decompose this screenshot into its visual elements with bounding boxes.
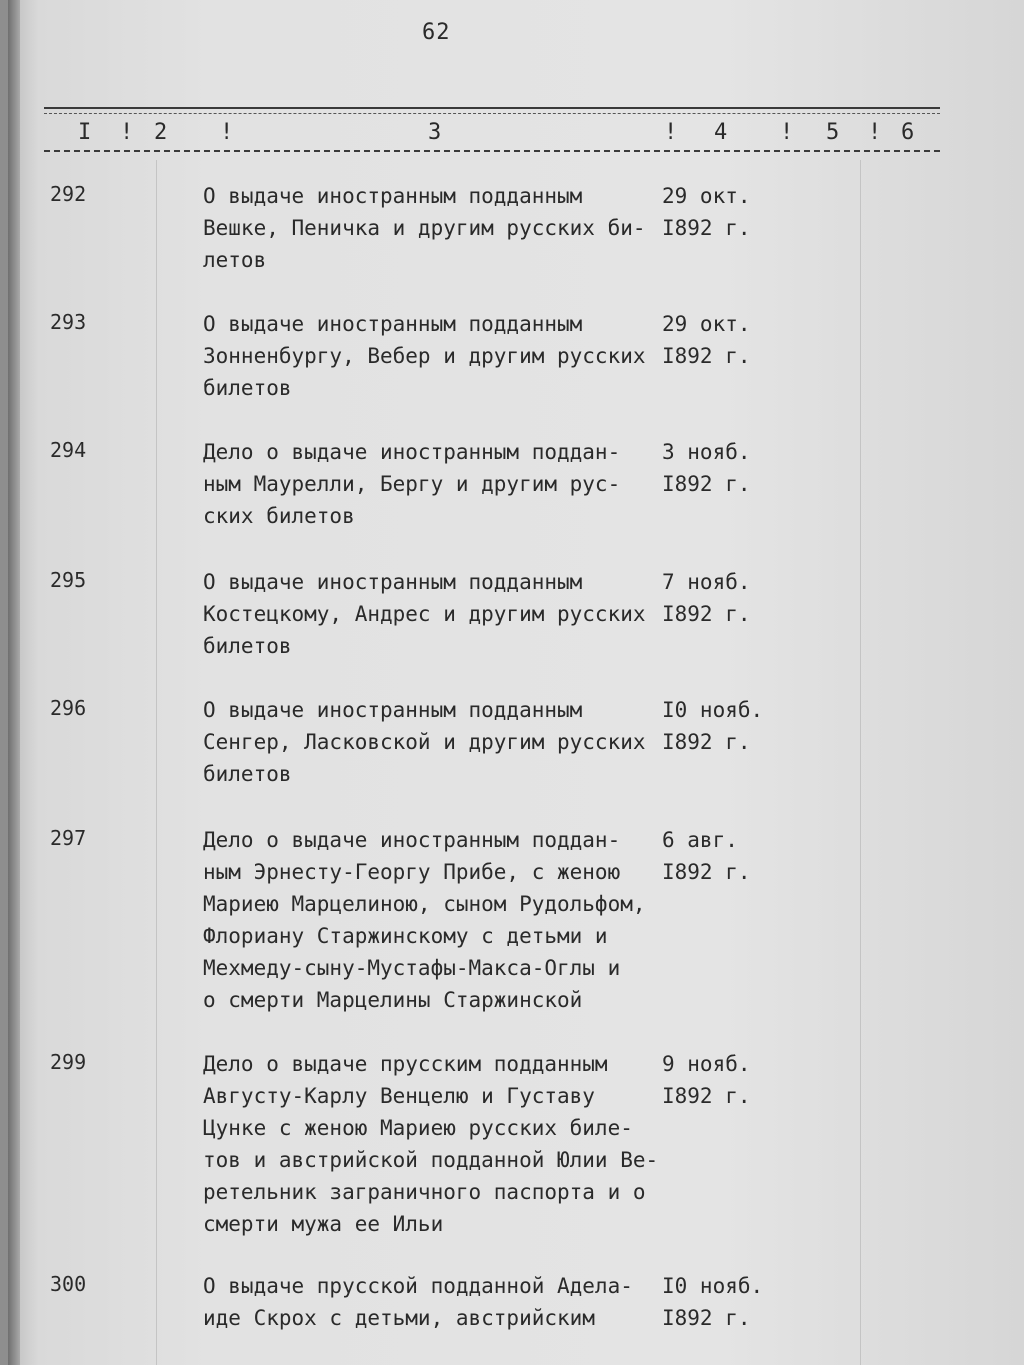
table-header-bottom-rule [44, 150, 940, 152]
column-header-1: I [78, 120, 92, 145]
record-number: 299 [50, 1050, 87, 1074]
record-date: 29 окт. I892 г. [662, 312, 751, 368]
record-title: О выдаче иностранным подданным Сенгер, Ласковской и другим русских билетов [203, 698, 646, 786]
record-date: 7 нояб. I892 г. [662, 570, 751, 626]
column-separator: ! [664, 120, 678, 145]
record-number: 293 [50, 310, 87, 334]
column-divider-line [860, 160, 861, 1365]
column-separator: ! [220, 120, 234, 145]
record-title: О выдаче прусской подданной Адела- иде Скрох с детьми, австрийским [203, 1274, 633, 1330]
column-header-4: 4 [714, 120, 728, 145]
column-header-3: 3 [428, 120, 442, 145]
column-header-6: 6 [901, 120, 915, 145]
column-header-5: 5 [826, 120, 840, 145]
record-title: О выдаче иностранным подданным Вешке, Пеничка и другим русских би- летов [203, 184, 646, 272]
record-date: I0 нояб. I892 г. [662, 698, 764, 754]
record-title: О выдаче иностранным подданным Зонненбургу, Вебер и другим русских билетов [203, 312, 646, 400]
table-header-top-rule [44, 107, 940, 109]
record-title: Дело о выдаче прусским подданным Августу-Карлу Венцелю и Густаву Цунке с женою Мариею русских биле- тов и австрийской подданной Юлии Ве- ретельник заграничного паспорта и о смерти мужа ее Ильи [203, 1052, 659, 1236]
record-number: 300 [50, 1272, 87, 1296]
column-header-2: 2 [154, 120, 168, 145]
table-header-dashed-rule [44, 113, 940, 114]
record-date: 6 авг. I892 г. [662, 828, 751, 884]
column-separator: ! [120, 120, 134, 145]
record-date: 9 нояб. I892 г. [662, 1052, 751, 1108]
page-binding-shadow [8, 0, 20, 1365]
record-title: Дело о выдаче иностранным поддан- ным Маурелли, Бергу и другим рус- ских билетов [203, 440, 621, 528]
page-number: 62 [422, 20, 451, 45]
record-number: 297 [50, 826, 87, 850]
record-date: 29 окт. I892 г. [662, 184, 751, 240]
record-date: I0 нояб. I892 г. [662, 1274, 764, 1330]
column-divider-line [156, 160, 157, 1365]
column-separator: ! [780, 120, 794, 145]
column-separator: ! [868, 120, 882, 145]
record-number: 294 [50, 438, 87, 462]
record-title: Дело о выдаче иностранным поддан- ным Эрнесту-Георгу Прибе, с женою Мариею Марцелиною, сыном Рудольфом, Флориану Старжинскому с детьми и Мехмеду-сыну-Мустафы-Макса-Оглы и о смерти Марцелины Старжинской [203, 828, 646, 1012]
record-number: 296 [50, 696, 87, 720]
record-title: О выдаче иностранным подданным Костецкому, Андрес и другим русских билетов [203, 570, 646, 658]
document-page [8, 0, 1024, 1365]
record-number: 295 [50, 568, 87, 592]
record-date: 3 нояб. I892 г. [662, 440, 751, 496]
record-number: 292 [50, 182, 87, 206]
